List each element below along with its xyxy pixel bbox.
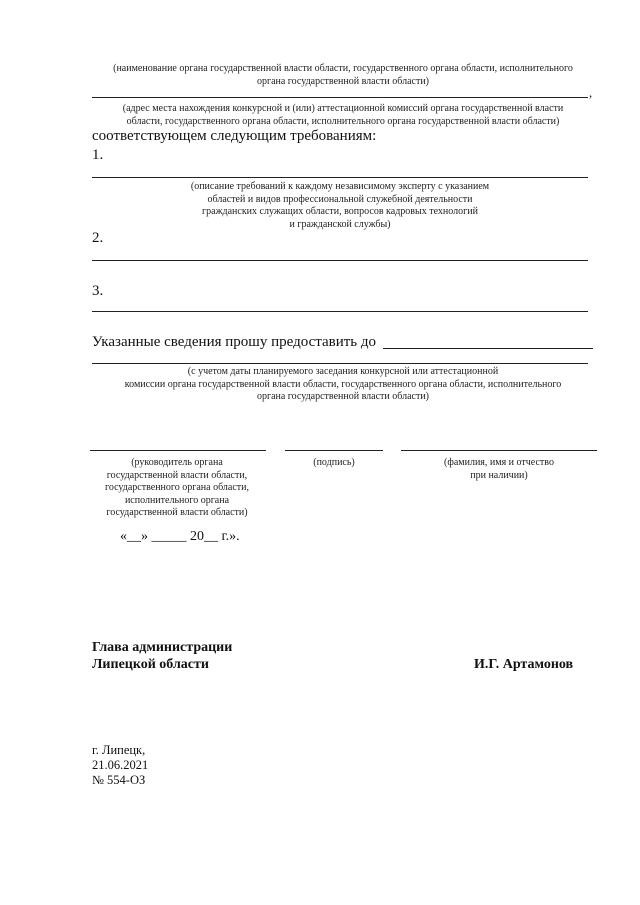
caption-signature: (подпись) [313,457,355,468]
caption-full-name [401,457,597,482]
caption-line: государственной власти области, [106,469,248,481]
location-line [92,97,588,98]
caption-line: (фамилия, имя и отчество [444,457,554,468]
caption-line: государственной власти области) [106,507,248,518]
footer-date: 21.06.2021 [92,758,149,772]
caption-head [82,457,272,520]
full-name-line [401,450,597,451]
item-1-line [92,177,588,178]
item-2-number: 2. [92,230,104,246]
caption-line: государственного органа области, [104,482,250,493]
caption-line: области, государственного органа области, исполнительного органа государственной власти области) [126,115,560,127]
requirements-intro: соответствующем следующим требованиям: [92,128,377,144]
provide-by-second-line [92,363,588,364]
footer-number: № 554-ОЗ [92,773,146,787]
caption-line: (адрес места нахождения конкурсной и (или) аттестационной комиссий органа государственной власти [122,103,564,114]
signatory-title-line2: Липецкой области [92,657,209,672]
caption-location [88,103,598,128]
footer-city: г. Липецк, [92,743,146,757]
location-line-comma: , [589,86,593,100]
signature-line [285,450,383,451]
caption-line: гражданских служащих области, вопросов кадровых технологий [202,206,478,217]
caption-line: исполнительного органа [124,494,230,506]
caption-line: органа государственной власти области) [256,391,430,402]
caption-requirements [120,181,560,231]
item-2-line [92,260,588,261]
item-1-number: 1. [92,147,104,163]
date-placeholder: «__» _____ 20__ г.». [120,529,240,544]
caption-line: комиссии органа государственной власти области, государственного органа области, исполнительного [124,378,562,390]
provide-by-text: Указанные сведения прошу предоставить до [92,334,377,350]
caption-line: (руководитель органа [131,457,223,468]
item-3-number: 3. [92,283,104,299]
signatory-title-line1: Глава администрации [92,640,233,655]
signatory-name: И.Г. Артамонов [474,657,574,672]
provide-by-line [383,348,593,349]
caption-line: (с учетом даты планируемого заседания конкурсной или аттестационной [187,366,499,377]
item-3-line [92,311,588,312]
caption-line: (описание требований к каждому независимому эксперту с указанием [190,181,490,192]
caption-line: (наименование органа государственной власти области, государственного органа области, исполнительного [113,63,573,74]
caption-meeting-date [88,366,598,404]
caption-line: при наличии) [470,469,528,481]
caption-line: областей и видов профессиональной служебной деятельности [207,193,473,205]
caption-line: органа государственной власти области) [256,75,430,87]
head-signature-line [90,450,266,451]
caption-line: и гражданской службы) [289,218,391,230]
caption-authority-name [88,63,598,88]
